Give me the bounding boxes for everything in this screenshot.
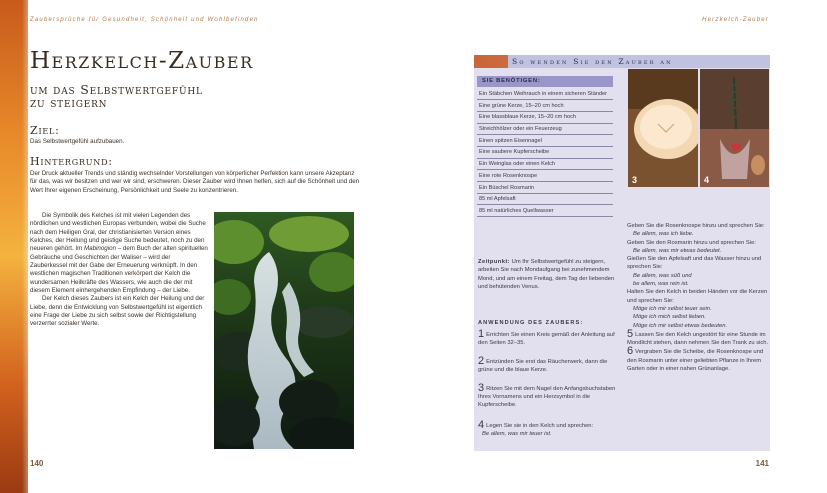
list-item: 85 ml natürliches Quellwasser (477, 207, 613, 217)
step-2 (478, 357, 616, 374)
list-item: Eine blassblaue Kerze, 15–20 cm hoch (477, 113, 613, 123)
page-number-left: 140 (30, 459, 44, 468)
step-number: 5 (627, 327, 634, 340)
step-number: 4 (478, 419, 485, 431)
ziel-heading: Ziel: (30, 124, 60, 137)
list-item: Ein Stäbchen Weihrauch in einem sicheren Ständer (477, 90, 613, 100)
hintergrund-paragraph-3: Der Kelch dieses Zaubers ist ein Kelch der Heilung und der Liebe, denn die Entwicklung von Selbstwertgefühl ist eigentlich eine Frage der Liebe zu sich selbst sowie der Richtigstellung verzerrter sozialer Werte. (30, 295, 205, 328)
hintergrund-heading: Hintergrund: (30, 155, 113, 168)
spell-text: Be allem, was mir teuer ist. (482, 431, 552, 438)
instructions-column-2 (627, 222, 770, 373)
running-head-right: Herzkelch-Zauber (702, 17, 769, 23)
subtitle-line-2: zu steigern (30, 95, 108, 110)
list-item: 85 ml Apfelsaft (477, 195, 613, 205)
spell-text: be allem, was rein ist. (633, 281, 689, 288)
hintergrund-paragraph-2 (30, 212, 208, 329)
waterfall-photo (214, 212, 354, 449)
step-4 (478, 421, 618, 438)
photo-number-3: 3 (632, 175, 638, 185)
step-6 (627, 347, 770, 373)
page-number-right: 141 (755, 459, 769, 468)
instruction-pour: Gießen Sie den Apfelsaft und das Wasser hinzu und sprechen Sie: (627, 256, 762, 271)
decorative-page-edge (0, 0, 28, 493)
instruction-hold: Halten Sie den Kelch in beiden Händen vor die Kerzen und sprechen Sie: (627, 289, 768, 304)
materials-list (477, 90, 613, 219)
instructions-header: So wenden Sie den Zauber an (512, 57, 673, 66)
spell-text: Möge ich mir selbst teuer sein. (633, 305, 712, 312)
list-item: Eine grüne Kerze, 15–20 cm hoch (477, 102, 613, 112)
list-item: Streichhölzer oder ein Feuerzeug (477, 125, 613, 135)
para2-text-a: Die Symbolik des Kelches ist mit vielen Legenden des nördlichen und westlichen Europas verbunden, wobei die Suche nach dem Heiligen Gral, der christianisierten Version eines Kelches, der Heilung und geistige Suche bedeutet, noch zu den neueren gehört. Im (30, 212, 206, 253)
spell-text: Möge ich mich selbst lieben. (633, 314, 706, 321)
zeitpunkt-label: Zeitpunkt: (478, 259, 511, 265)
kelch-symbolik-text (30, 212, 208, 295)
step-text: Entzünden Sie erst das Räucherwerk, dann die grüne und die blaue Kerze. (478, 359, 608, 374)
instruction-rosemary: Geben Sie den Rosmarin hinzu und sprechen Sie: (627, 239, 756, 246)
anwendung-heading: ANWENDUNG DES ZAUBERS: (478, 320, 584, 326)
ziel-text: Das Selbstwertgefühl aufzubauen. (30, 138, 125, 145)
step-5 (627, 327, 770, 348)
list-item: Einen spitzen Eisennagel (477, 137, 613, 147)
list-item: Ein Büschel Rosmarin (477, 184, 613, 194)
step-number: 1 (478, 328, 485, 340)
spell-text: Be allem, was ich liebe. (633, 231, 694, 238)
list-item: Eine saubere Kupferscheibe (477, 148, 613, 158)
step-text: Vergraben Sie die Scheibe, die Rosenknospe und den Rosmarin unter einer geliebten Pflanze in Ihrem Garten oder in einer nahen Grünanlage. (627, 349, 764, 373)
benoetigen-label: SIE BENÖTIGEN: (482, 78, 541, 84)
step-text: Legen Sie sie in den Kelch und sprechen: (486, 423, 594, 429)
photo-number-4: 4 (704, 175, 710, 185)
step-number: 2 (478, 355, 485, 367)
zeitpunkt-text (478, 258, 616, 292)
hintergrund-paragraph-1: Der Druck aktueller Trends und ständig wechselnder Vorstellungen von körperlicher Perfektion kann unsere Akzeptanz für das, was wir besitzen und wer wir sind, erschweren. Dieser Zauber wird Ihnen helfen, sich auf die Schönheit und den Wert Ihrer eigenen Erscheinung, Persönlichkeit und Seele zu konzentrieren. (30, 170, 360, 194)
chalice-rosemary-photo (700, 69, 769, 187)
copper-disc-photo (628, 69, 698, 187)
list-item: Eine rote Rosenknospe (477, 172, 613, 182)
zeitpunkt-body: Um Ihr Selbstwertgefühl zu steigern, arbeiten Sie nach Mondaufgang bei zunehmendem Mond, und am einem Freitag, dem Tag der liebenden und behütenden Venus. (478, 259, 615, 291)
instruction-rose: Geben Sie die Rosenknospe hinzu und sprechen Sie: (627, 223, 765, 229)
para2-text-b: – dem Buch der alten spirituellen Gebräuche und Geschichten der Waliser – wird der Zauberkessel mit der Gabe der Erneuerung verknüpft. In den westlichen magischen Traditionen verkörpert der Kelch die wundersamen Heilkräfte des Wassers, wie auch die der mit diesem Element einhergehenden Empfindung – der Liebe. (30, 245, 208, 295)
spell-text: Be allem, was süß und (633, 272, 692, 279)
step-text: Errichten Sie einen Kreis gemäß der Anleitung auf den Seiten 32–35. (478, 332, 615, 347)
running-head-left: Zaubersprüche für Gesundheit, Schönheit und Wohlbefinden (30, 17, 259, 23)
step-text: Lassen Sie den Kelch ungestört für eine Stunde im Mondlicht stehen, dann nehmen Sie den Trank zu sich. (627, 331, 769, 347)
spell-text: Möge ich mir selbst etwas bedeuten. (633, 322, 728, 329)
step-1 (478, 330, 616, 347)
subtitle-line-1: um das Selbstwertgefühl (30, 82, 203, 97)
page-title: Herzkelch-Zauber (30, 48, 254, 74)
step-text: Ritzen Sie mit dem Nagel den Anfangsbuchstaben Ihres Vornamens und ein Herzsymbol in die Kupferscheibe. (478, 386, 616, 409)
step-number: 3 (478, 382, 485, 394)
mabinogion-title: Mabinogion (84, 245, 117, 253)
spell-text: Be allem, was mir etwas bedeutet. (633, 247, 722, 254)
list-item: Ein Weinglas oder einen Kelch (477, 160, 613, 170)
page-subtitle (30, 83, 280, 109)
step-3 (478, 384, 616, 410)
step-number: 6 (627, 345, 634, 358)
